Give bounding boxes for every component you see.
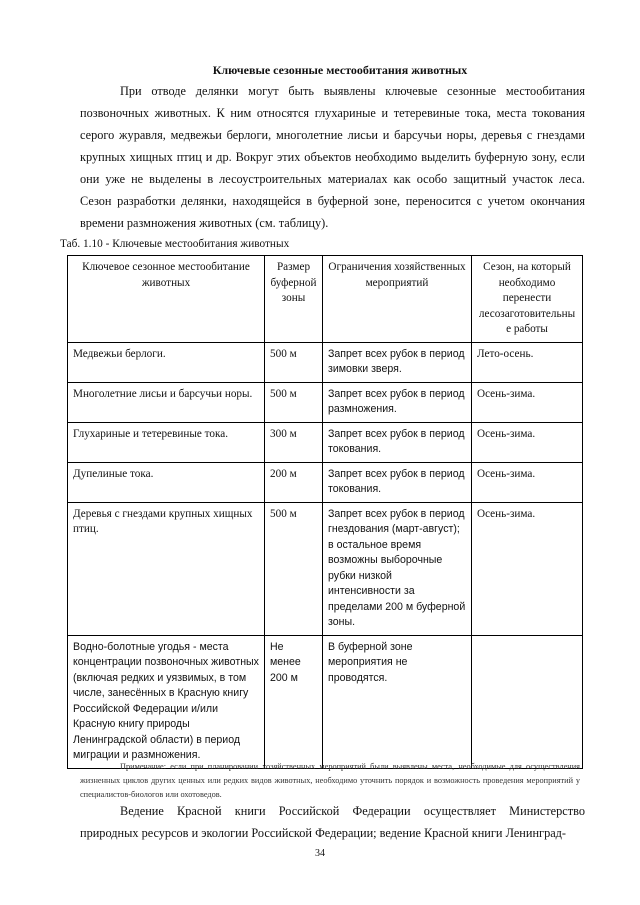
cell-limits: Запрет всех рубок в период гнездования (март-август); в остальное время возможны выборочные рубки низкой интенсивности за пределами 200 м буферной зоны. xyxy=(323,502,472,635)
cell-season: Осень-зима. xyxy=(472,462,583,502)
cell-habitat: Водно-болотные угодья - места концентрации позвоночных животных (включая редких и уязвимых, в том числе, занесённых в Красную книгу Российской Федерации и/или Красную книгу природы Ленинградской области) в период миграции и размножения. xyxy=(68,635,265,768)
cell-zone: 300 м xyxy=(265,422,323,462)
cell-limits: Запрет всех рубок в период размножения. xyxy=(323,382,472,422)
header-season: Сезон, на который необходимо перенести лесозаготовительные работы xyxy=(472,256,583,343)
cell-habitat: Дупелиные тока. xyxy=(68,462,265,502)
cell-zone: Не менее 200 м xyxy=(265,635,323,768)
table-row xyxy=(68,342,583,382)
page-number: 34 xyxy=(315,848,325,859)
closing-paragraph: Ведение Красной книги Российской Федерации осуществляет Министерство природных ресурсов и экологии Российской Федерации; ведение Красной книги Ленинград- xyxy=(80,804,585,840)
table-row xyxy=(68,502,583,635)
table-row xyxy=(68,382,583,422)
intro-paragraph: При отводе делянки могут быть выявлены ключевые сезонные местообитания позвоночных животных. К ним относятся глухариные и тетеревиные тока, места токования серого журавля, медвежьи берлоги, многолетние лисьи и барсучьи норы, деревья с гнездами крупных хищных птиц и др. Вокруг этих объектов необходимо выделить буферную зону, если они уже не выделены в лесоустроительных материалах как особо защитный участок леса. Сезон разработки делянки, находящейся в буферной зоне, переносится с учетом окончания времени размножения животных (см. таблицу). xyxy=(80,84,585,230)
table-caption: Таб. 1.10 - Ключевые местообитания животных xyxy=(60,238,290,250)
header-limits: Ограничения хозяйственных мероприятий xyxy=(323,256,472,343)
header-zone: Размер буферной зоны xyxy=(265,256,323,343)
cell-zone: 200 м xyxy=(265,462,323,502)
cell-zone: 500 м xyxy=(265,382,323,422)
cell-limits: В буферной зоне мероприятия не проводятся. xyxy=(323,635,472,768)
table-note: Примечание: если при планировании хозяйственных мероприятий были выявлены места, необходимые для осуществления жизненных циклов других ценных или редких видов животных, необходимо уточнить порядок и возможность проведения мероприятий у специалистов-биологов или охотоведов. xyxy=(80,762,580,799)
cell-season: Осень-зима. xyxy=(472,382,583,422)
habitats-table xyxy=(67,255,583,769)
cell-season xyxy=(472,635,583,768)
cell-zone: 500 м xyxy=(265,502,323,635)
cell-season: Осень-зима. xyxy=(472,422,583,462)
cell-limits: Запрет всех рубок в период токования. xyxy=(323,422,472,462)
table-row xyxy=(68,422,583,462)
section-heading: Ключевые сезонные местообитания животных xyxy=(212,63,468,77)
table-row xyxy=(68,462,583,502)
cell-limits: Запрет всех рубок в период зимовки зверя. xyxy=(323,342,472,382)
header-habitat: Ключевое сезонное местообитание животных xyxy=(68,256,265,343)
cell-season: Осень-зима. xyxy=(472,502,583,635)
cell-habitat: Глухариные и тетеревиные тока. xyxy=(68,422,265,462)
cell-limits: Запрет всех рубок в период токования. xyxy=(323,462,472,502)
table-row xyxy=(68,635,583,768)
table-header-row xyxy=(68,256,583,343)
cell-habitat: Деревья с гнездами крупных хищных птиц. xyxy=(68,502,265,635)
cell-habitat: Многолетние лисьи и барсучьи норы. xyxy=(68,382,265,422)
cell-habitat: Медвежьи берлоги. xyxy=(68,342,265,382)
cell-season: Лето-осень. xyxy=(472,342,583,382)
cell-zone: 500 м xyxy=(265,342,323,382)
